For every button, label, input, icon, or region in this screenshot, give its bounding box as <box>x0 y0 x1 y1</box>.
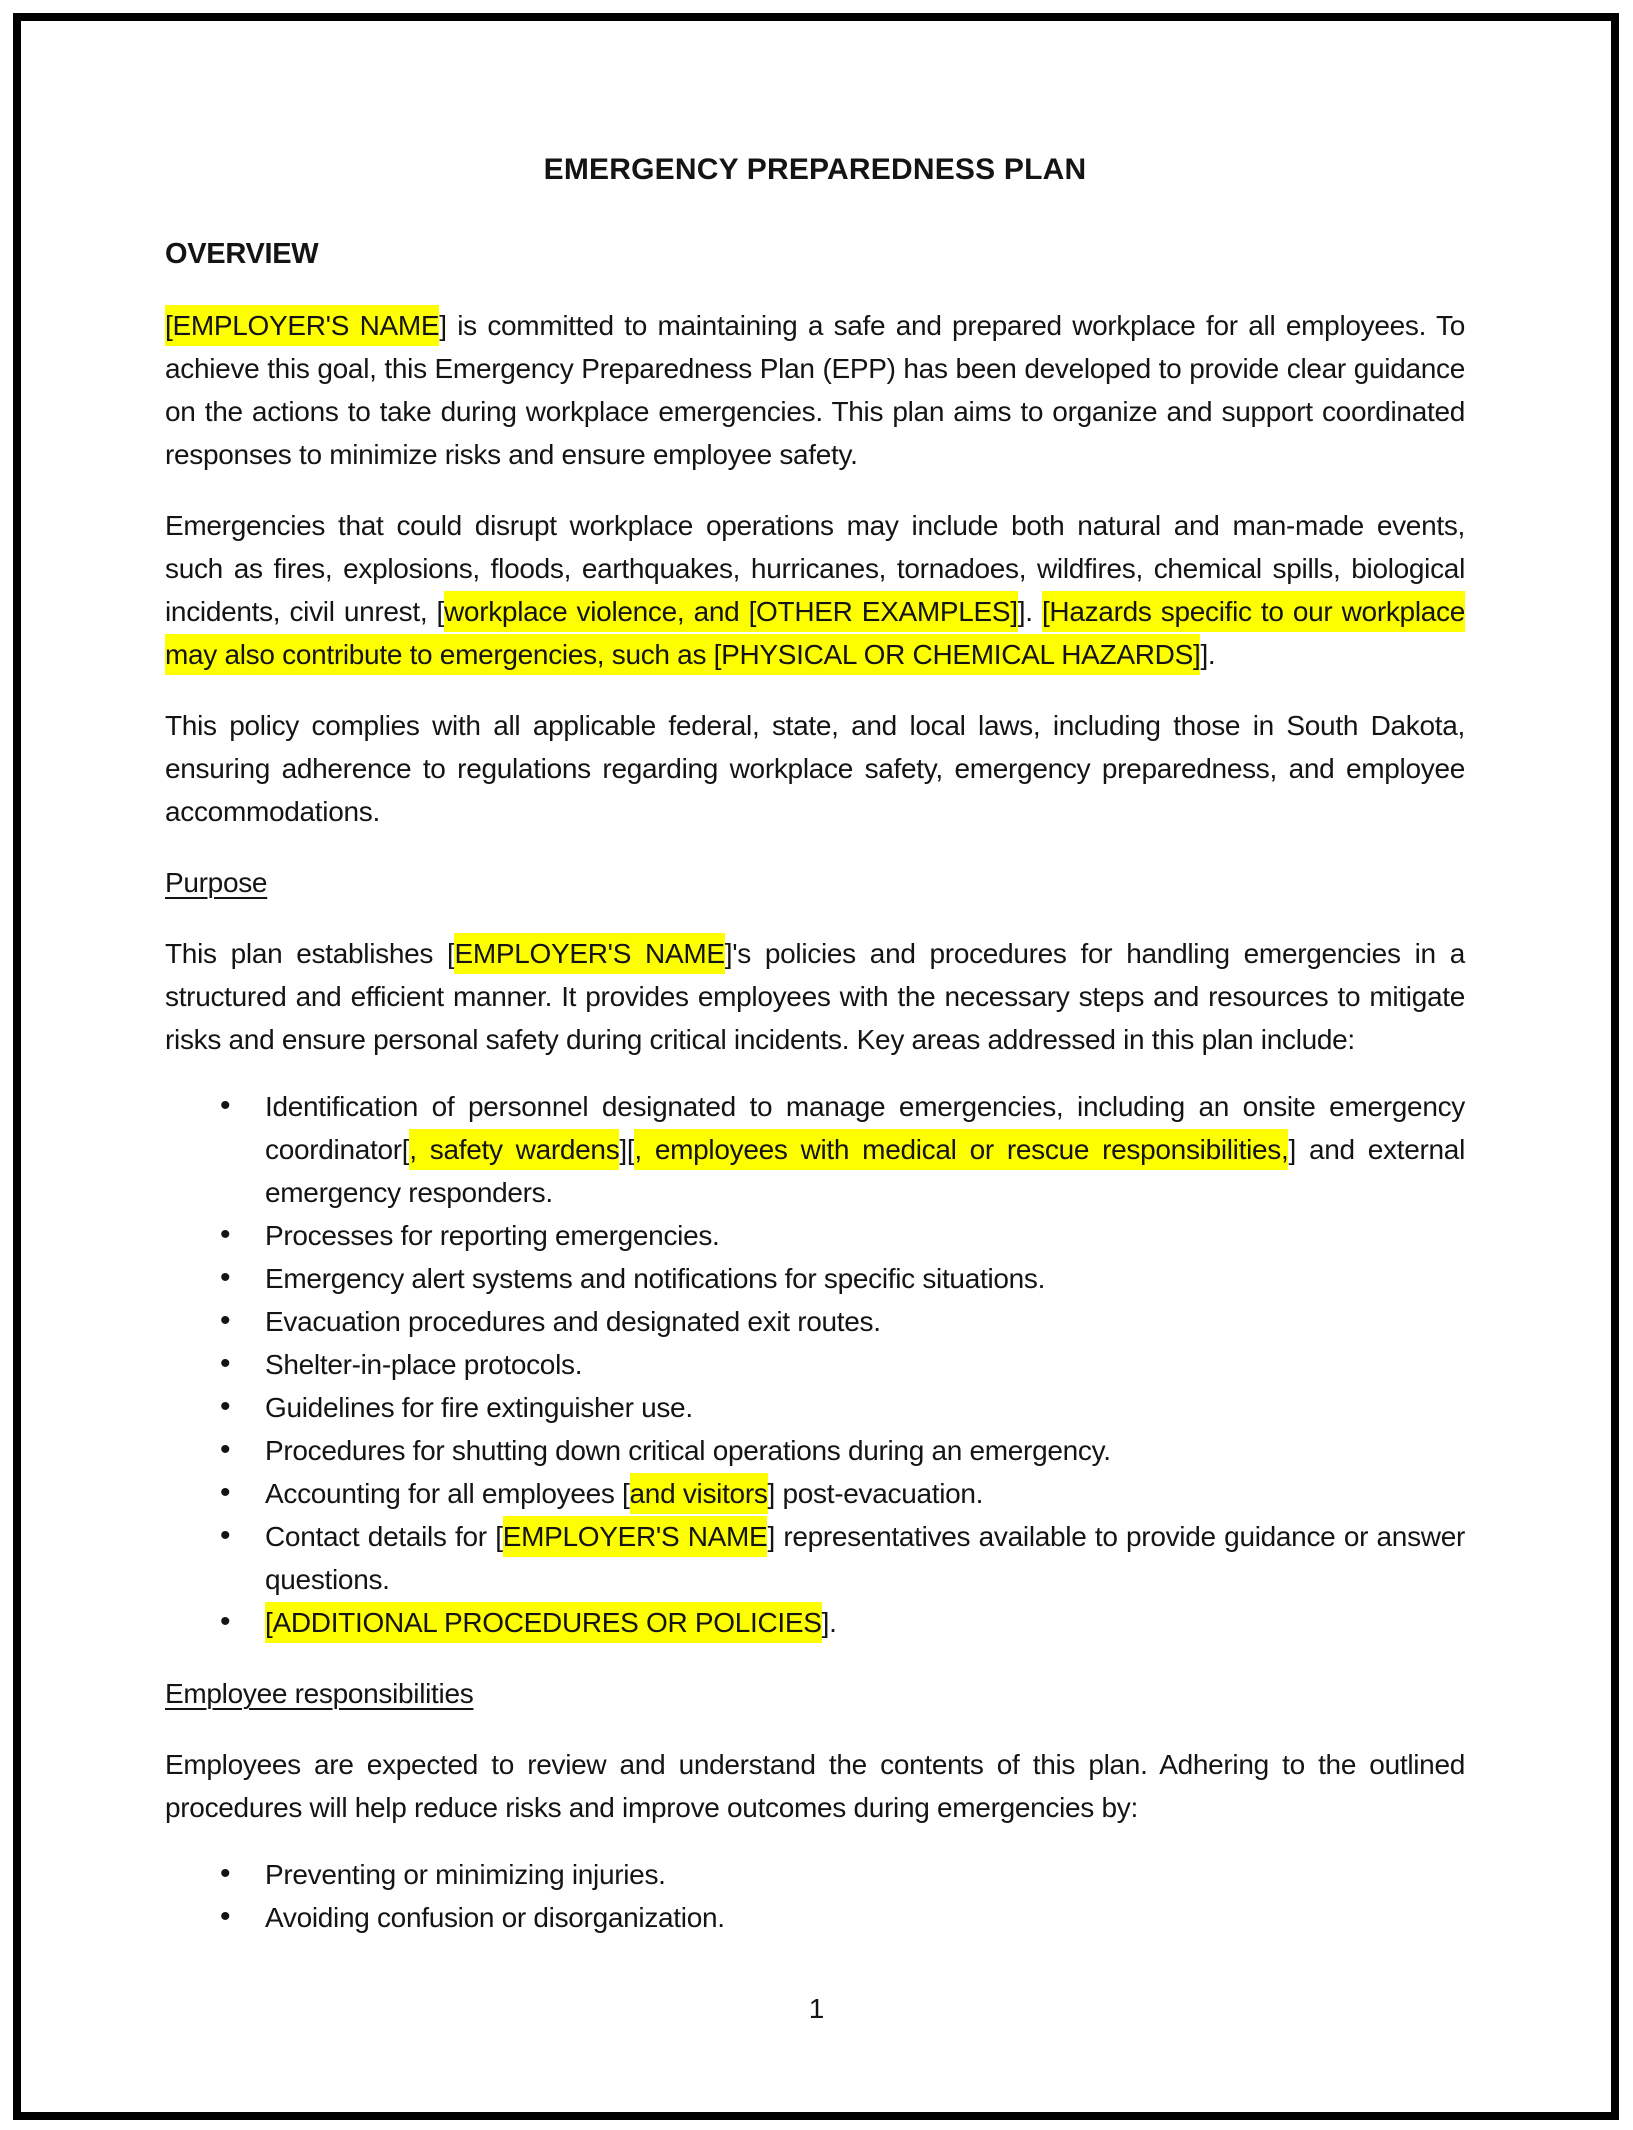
list-item <box>165 1214 1465 1257</box>
highlighted-placeholder: , employees with medical or rescue responsibilities, <box>634 1129 1288 1170</box>
bullet-icon: • <box>220 1605 231 1638</box>
bullet-icon: • <box>220 1347 231 1380</box>
paragraph <box>165 932 1465 1061</box>
highlighted-placeholder: , safety wardens <box>409 1129 619 1170</box>
text-run: Emergencies that could disrupt workplace operations may include both natural and man-made events, such as fires, explosions, floods, earthquakes, hurricanes, tornadoes, wildfires, chemical spills, biological incidents, civil unrest, [ <box>165 510 1465 627</box>
text-run: ]'s policies and procedures for handling emergencies in a structured and efficient manner. It provides employees with the necessary steps and resources to mitigate risks and ensure personal safety during critical incidents. Key areas addressed in this plan include: <box>165 938 1465 1055</box>
document-content <box>165 148 1465 1939</box>
text-run: Accounting for all employees [ <box>265 1478 630 1509</box>
text-run: ] representatives available to provide guidance or answer questions. <box>265 1521 1465 1595</box>
text-run: Employees are expected to review and understand the contents of this plan. Adhering to the outlined procedures will help reduce risks and improve outcomes during emergencies by: <box>165 1749 1465 1823</box>
paragraph <box>165 304 1465 476</box>
bullet-list <box>165 1853 1465 1939</box>
text-run: Identification of personnel designated to manage emergencies, including an onsite emergency coordinator[ <box>265 1091 1465 1165</box>
text-run: Procedures for shutting down critical operations during an emergency. <box>265 1435 1111 1466</box>
text-run: Preventing or minimizing injuries. <box>265 1859 666 1890</box>
text-run: ]. <box>1017 596 1042 627</box>
text-run: Shelter-in-place protocols. <box>265 1349 583 1380</box>
bullet-icon: • <box>220 1857 231 1890</box>
bullet-icon: • <box>220 1261 231 1294</box>
list-item <box>165 1601 1465 1644</box>
text-run: ][ <box>619 1134 635 1165</box>
text-run: Processes for reporting emergencies. <box>265 1220 720 1251</box>
section-heading: Employee responsibilities <box>165 1678 474 1709</box>
highlighted-placeholder: [Hazards specific to our workplace may also contribute to emergencies, such as [PHYSICAL OR CHEMICAL HAZARDS] <box>165 591 1465 675</box>
bullet-list <box>165 1085 1465 1644</box>
text-run: Guidelines for fire extinguisher use. <box>265 1392 693 1423</box>
text-run: ] post-evacuation. <box>767 1478 984 1509</box>
text-run: Avoiding confusion or disorganization. <box>265 1902 725 1933</box>
bullet-icon: • <box>220 1089 231 1122</box>
list-item <box>165 1515 1465 1601</box>
bullet-icon: • <box>220 1433 231 1466</box>
highlighted-placeholder: [ADDITIONAL PROCEDURES OR POLICIES <box>265 1602 822 1643</box>
paragraph <box>165 504 1465 676</box>
text-run: Contact details for [ <box>265 1521 503 1552</box>
highlighted-placeholder: EMPLOYER'S NAME <box>503 1516 768 1557</box>
section-heading: Purpose <box>165 867 268 898</box>
paragraph <box>165 1743 1465 1829</box>
text-run: Evacuation procedures and designated exit routes. <box>265 1306 881 1337</box>
document-title: EMERGENCY PREPAREDNESS PLAN <box>543 153 1087 186</box>
page-number: 1 <box>808 1993 825 2024</box>
document-body <box>165 233 1465 1939</box>
text-run: ] and external emergency responders. <box>265 1134 1465 1208</box>
bullet-icon: • <box>220 1390 231 1423</box>
bullet-icon: • <box>220 1476 231 1509</box>
section-heading: OVERVIEW <box>165 238 319 270</box>
text-run: ] is committed to maintaining a safe and prepared workplace for all employees. To achieve this goal, this Emergency Preparedness Plan (EPP) has been developed to provide clear guidance on the actions to take during workplace emergencies. This plan aims to organize and support coordinated responses to minimize risks and ensure employee safety. <box>165 310 1465 470</box>
list-item <box>165 1472 1465 1515</box>
text-run: Emergency alert systems and notifications for specific situations. <box>265 1263 1046 1294</box>
bullet-icon: • <box>220 1900 231 1933</box>
bullet-icon: • <box>220 1304 231 1337</box>
list-item <box>165 1386 1465 1429</box>
list-item <box>165 1085 1465 1214</box>
list-item <box>165 1429 1465 1472</box>
list-item <box>165 1343 1465 1386</box>
text-run: ]. <box>1200 639 1216 670</box>
list-item <box>165 1853 1465 1896</box>
highlighted-placeholder: and visitors <box>630 1473 768 1514</box>
paragraph <box>165 704 1465 833</box>
highlighted-placeholder: [EMPLOYER'S NAME <box>165 305 439 346</box>
list-item <box>165 1300 1465 1343</box>
text-run: ]. <box>821 1607 837 1638</box>
list-item <box>165 1896 1465 1939</box>
list-item <box>165 1257 1465 1300</box>
bullet-icon: • <box>220 1519 231 1552</box>
highlighted-placeholder: EMPLOYER'S NAME <box>454 933 724 974</box>
text-run: This plan establishes [ <box>165 938 455 969</box>
text-run: This policy complies with all applicable federal, state, and local laws, including those in South Dakota, ensuring adherence to regulations regarding workplace safety, emergency preparedness, and employee accommodations. <box>165 710 1465 827</box>
bullet-icon: • <box>220 1218 231 1251</box>
highlighted-placeholder: workplace violence, and [OTHER EXAMPLES] <box>444 591 1018 632</box>
